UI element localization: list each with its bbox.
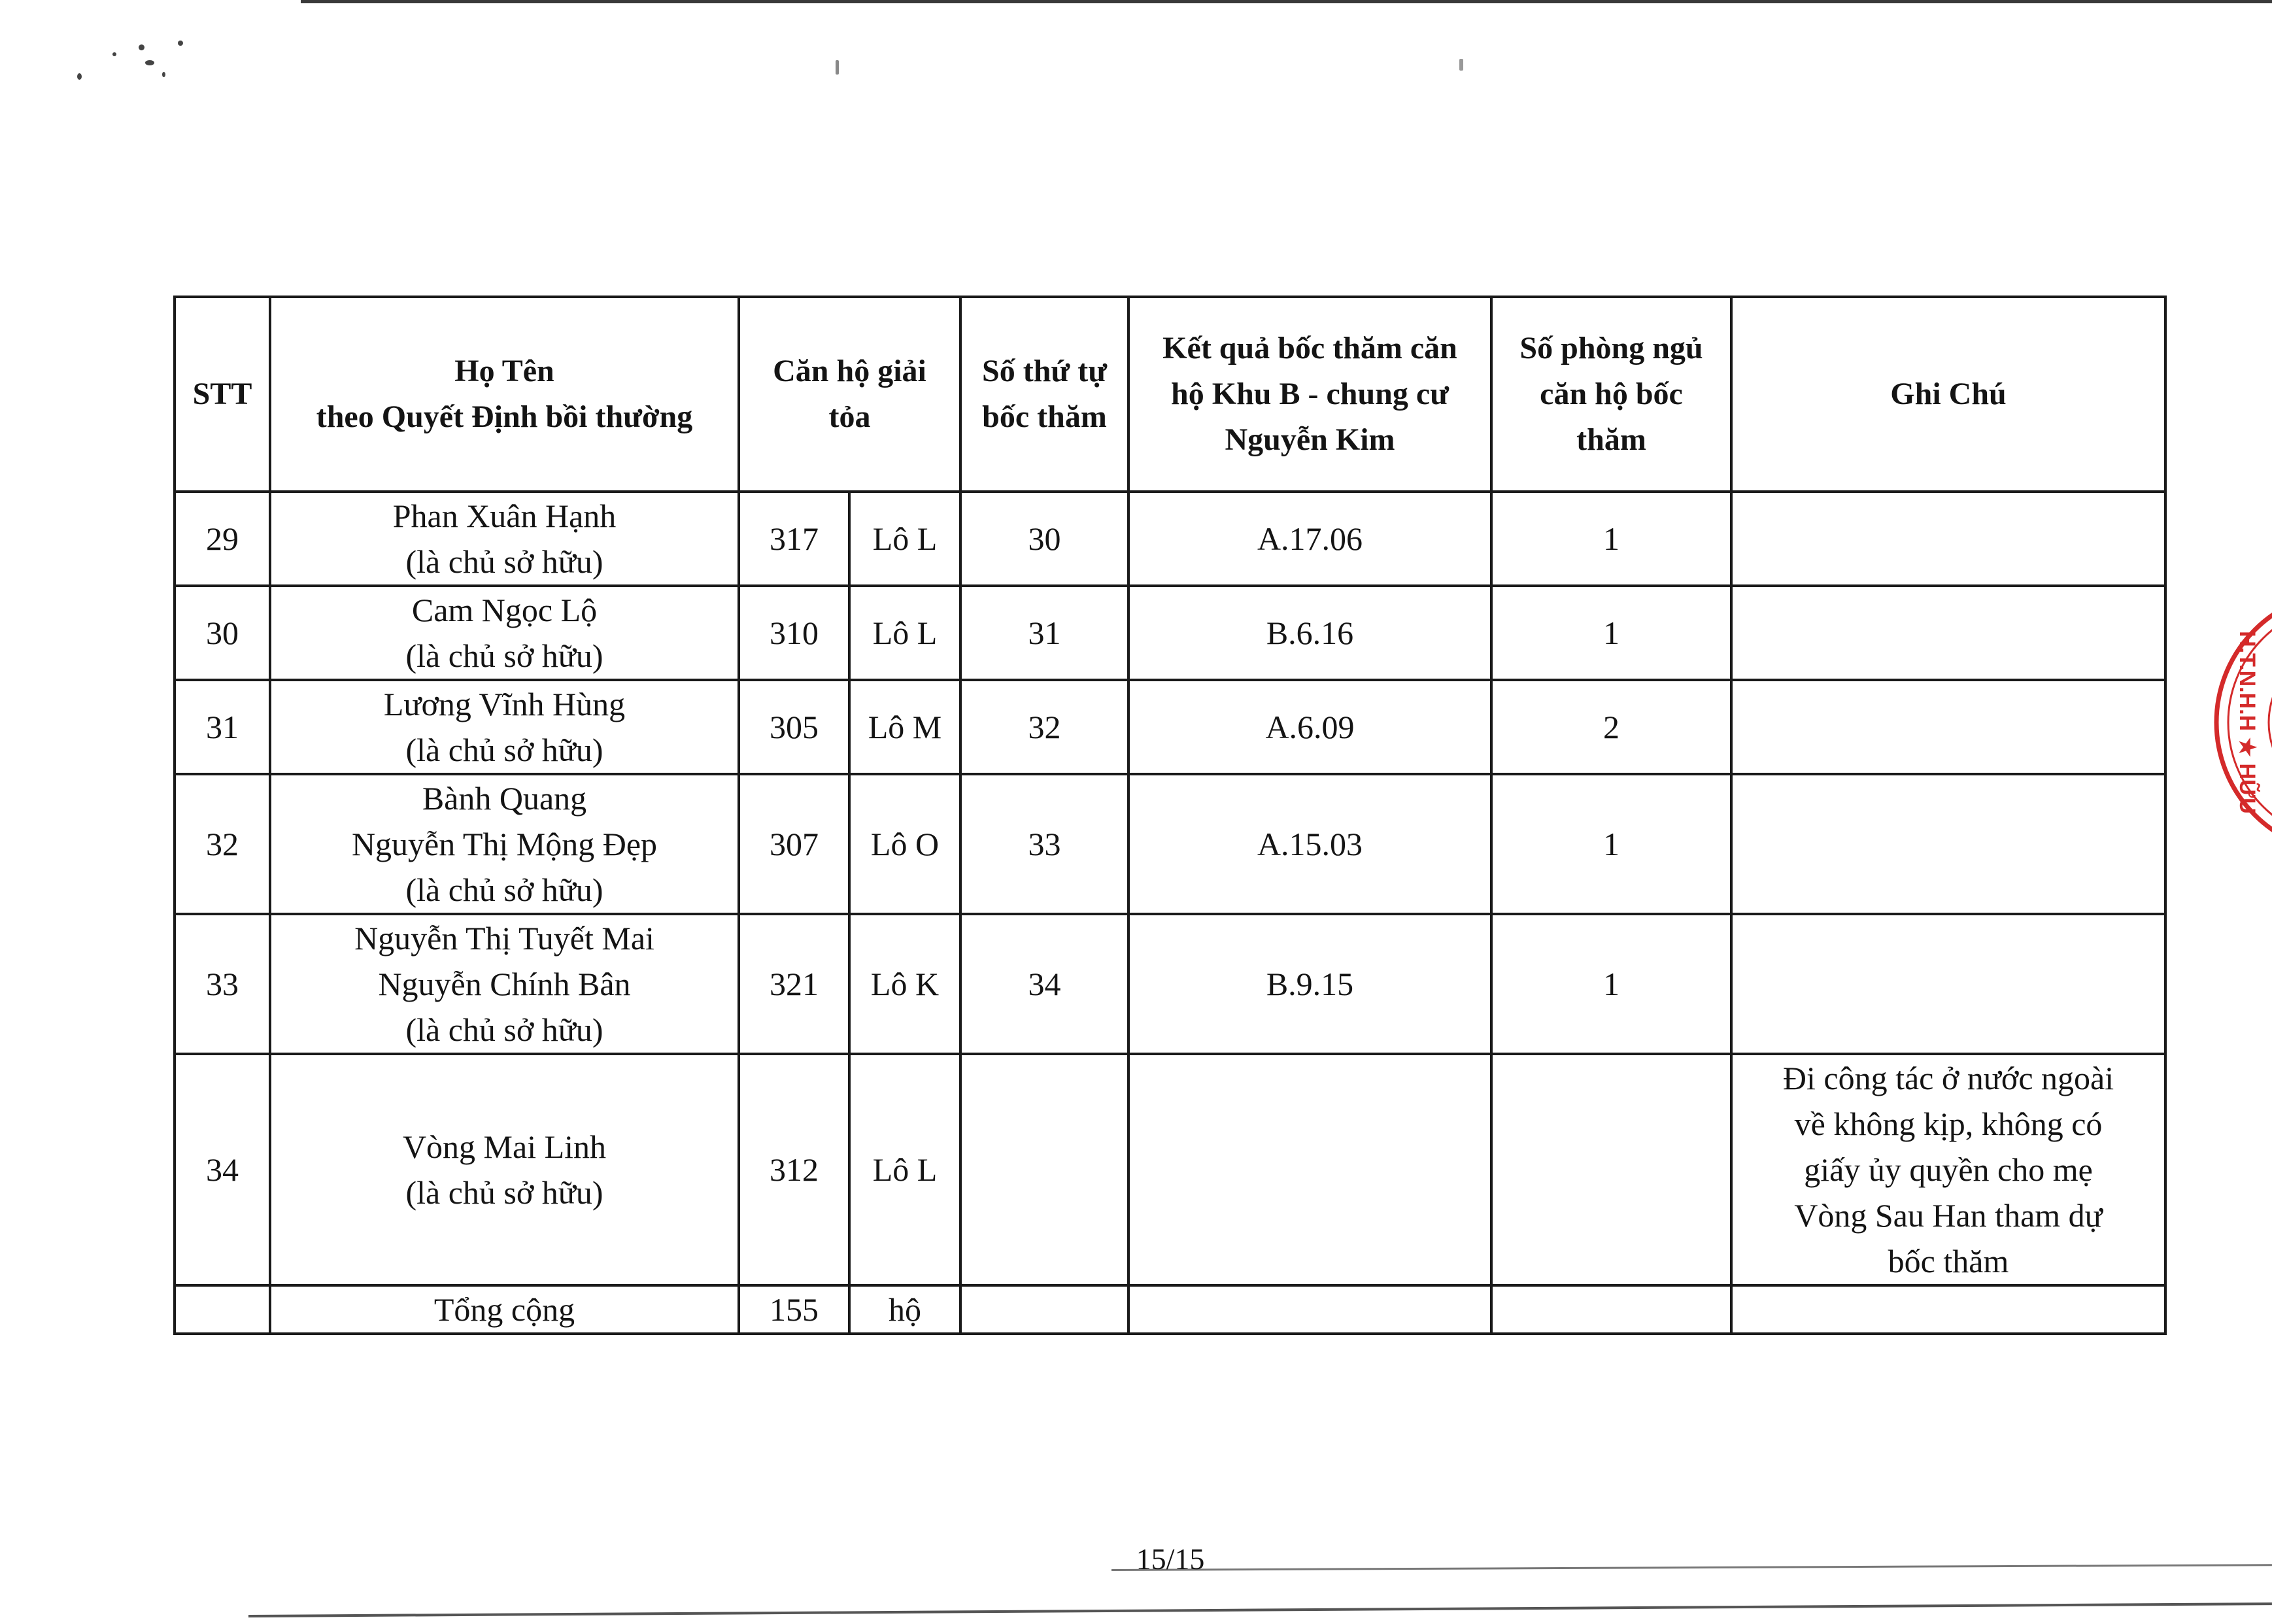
- cell-bedrooms: 1: [1491, 586, 1731, 680]
- cell-stt: 32: [175, 774, 270, 914]
- table-row: [175, 1054, 2165, 1285]
- header-draw-order: Số thứ tự bốc thăm: [960, 297, 1128, 492]
- cell-name: [270, 586, 739, 680]
- scan-speck: [162, 72, 165, 77]
- scan-speck: [178, 41, 183, 46]
- cell-draw-order: 33: [960, 774, 1128, 914]
- scan-speck: [139, 44, 144, 50]
- lottery-results-table: [173, 296, 2167, 1335]
- cell-bedrooms: [1491, 1054, 1731, 1285]
- cell-result: [1128, 1054, 1491, 1285]
- cell-total-blank: [960, 1285, 1128, 1334]
- table-row: [175, 492, 2165, 586]
- table-row: [175, 774, 2165, 914]
- owner-name: Cam Ngọc Lộ: [411, 592, 598, 628]
- seal-icon: [2177, 592, 2272, 853]
- cell-apartment-no: 312: [739, 1054, 849, 1285]
- cell-bedrooms: 1: [1491, 914, 1731, 1054]
- owner-role: (là chủ sở hữu): [405, 732, 603, 768]
- header-apartment: Căn hộ giải tỏa: [739, 297, 960, 492]
- cell-draw-order: 32: [960, 680, 1128, 774]
- note-line: về không kịp, không có: [1794, 1106, 2103, 1142]
- cell-note: [1731, 680, 2165, 774]
- cell-name: [270, 492, 739, 586]
- cell-bedrooms: 1: [1491, 492, 1731, 586]
- owner-role: (là chủ sở hữu): [405, 1174, 603, 1211]
- owner-name: Vòng Mai Linh: [402, 1128, 607, 1165]
- table-row: [175, 914, 2165, 1054]
- cell-lot: Lô L: [849, 1054, 960, 1285]
- owner-name: Nguyễn Thị Tuyết Mai: [354, 920, 654, 956]
- total-row: [175, 1285, 2165, 1334]
- page-number: 15/15: [1136, 1542, 1205, 1576]
- cell-draw-order: 34: [960, 914, 1128, 1054]
- owner-name: Lương Vĩnh Hùng: [383, 686, 626, 722]
- scan-speck: [836, 60, 839, 75]
- cell-name: [270, 680, 739, 774]
- cell-draw-order: [960, 1054, 1128, 1285]
- header-name: Họ Tên theo Quyết Định bồi thường: [270, 297, 739, 492]
- cell-lot: Lô L: [849, 586, 960, 680]
- cell-stt: 34: [175, 1054, 270, 1285]
- cell-note: [1731, 914, 2165, 1054]
- cell-lot: Lô L: [849, 492, 960, 586]
- cell-result: B.9.15: [1128, 914, 1491, 1054]
- cell-total-blank: [1491, 1285, 1731, 1334]
- header-row: [175, 297, 2165, 492]
- cell-note: [1731, 1054, 2165, 1285]
- cell-apartment-no: 307: [739, 774, 849, 914]
- header-bedrooms: Số phòng ngủ căn hộ bốc thăm: [1491, 297, 1731, 492]
- cell-apartment-no: 305: [739, 680, 849, 774]
- scan-speck: [1459, 59, 1463, 71]
- cell-total-blank: [1731, 1285, 2165, 1334]
- scan-edge-top: [301, 0, 2272, 3]
- cell-stt: 30: [175, 586, 270, 680]
- cell-result: A.6.09: [1128, 680, 1491, 774]
- total-unit: hộ: [849, 1285, 960, 1334]
- cell-apartment-no: 321: [739, 914, 849, 1054]
- owner-role: (là chủ sở hữu): [405, 871, 603, 908]
- cell-lot: Lô M: [849, 680, 960, 774]
- note-line: Đi công tác ở nước ngoài: [1782, 1060, 2114, 1096]
- cell-note: [1731, 492, 2165, 586]
- cell-result: A.15.03: [1128, 774, 1491, 914]
- header-stt: STT: [175, 297, 270, 492]
- cell-note: [1731, 774, 2165, 914]
- note-line: Vòng Sau Han tham dự: [1794, 1197, 2103, 1234]
- cell-note: [1731, 586, 2165, 680]
- owner-role: (là chủ sở hữu): [405, 543, 603, 580]
- note-line: giấy ủy quyền cho mẹ: [1804, 1151, 2093, 1188]
- owner-role: (là chủ sở hữu): [405, 1011, 603, 1048]
- cell-name: [270, 914, 739, 1054]
- total-label: Tổng cộng: [270, 1285, 739, 1334]
- note-line: bốc thăm: [1888, 1243, 2009, 1279]
- header-note: Ghi Chú: [1731, 297, 2165, 492]
- table-row: [175, 586, 2165, 680]
- cell-draw-order: 30: [960, 492, 1128, 586]
- scan-edge-bottom-inner: [1111, 1564, 2272, 1571]
- owner-name: Nguyễn Thị Mộng Đẹp: [351, 826, 658, 862]
- cell-stt: 29: [175, 492, 270, 586]
- red-seal-stamp: [2177, 592, 2272, 853]
- cell-name: [270, 774, 739, 914]
- cell-stt: 31: [175, 680, 270, 774]
- cell-apartment-no: 317: [739, 492, 849, 586]
- cell-apartment-no: 310: [739, 586, 849, 680]
- header-result: Kết quả bốc thăm căn hộ Khu B - chung cư Nguyễn Kim: [1128, 297, 1491, 492]
- cell-bedrooms: 2: [1491, 680, 1731, 774]
- cell-stt: 33: [175, 914, 270, 1054]
- cell-bedrooms: 1: [1491, 774, 1731, 914]
- owner-name: Bành Quang: [422, 780, 587, 817]
- cell-name: [270, 1054, 739, 1285]
- owner-role: (là chủ sở hữu): [405, 637, 603, 674]
- scan-speck: [77, 73, 82, 80]
- scan-speck: [145, 60, 154, 65]
- cell-result: B.6.16: [1128, 586, 1491, 680]
- cell-draw-order: 31: [960, 586, 1128, 680]
- cell-total-blank: [1128, 1285, 1491, 1334]
- scan-edge-bottom: [248, 1602, 2272, 1617]
- scan-speck: [112, 52, 116, 56]
- cell-lot: Lô K: [849, 914, 960, 1054]
- owner-name: Nguyễn Chính Bân: [378, 966, 631, 1002]
- svg-text:H.T.N.H.H ★ HỮU: H.T.N.H.H ★ HỮU: [2235, 631, 2260, 814]
- cell-result: A.17.06: [1128, 492, 1491, 586]
- total-count: 155: [739, 1285, 849, 1334]
- table-row: [175, 680, 2165, 774]
- cell-lot: Lô O: [849, 774, 960, 914]
- cell-total-blank: [175, 1285, 270, 1334]
- owner-name: Phan Xuân Hạnh: [392, 498, 617, 534]
